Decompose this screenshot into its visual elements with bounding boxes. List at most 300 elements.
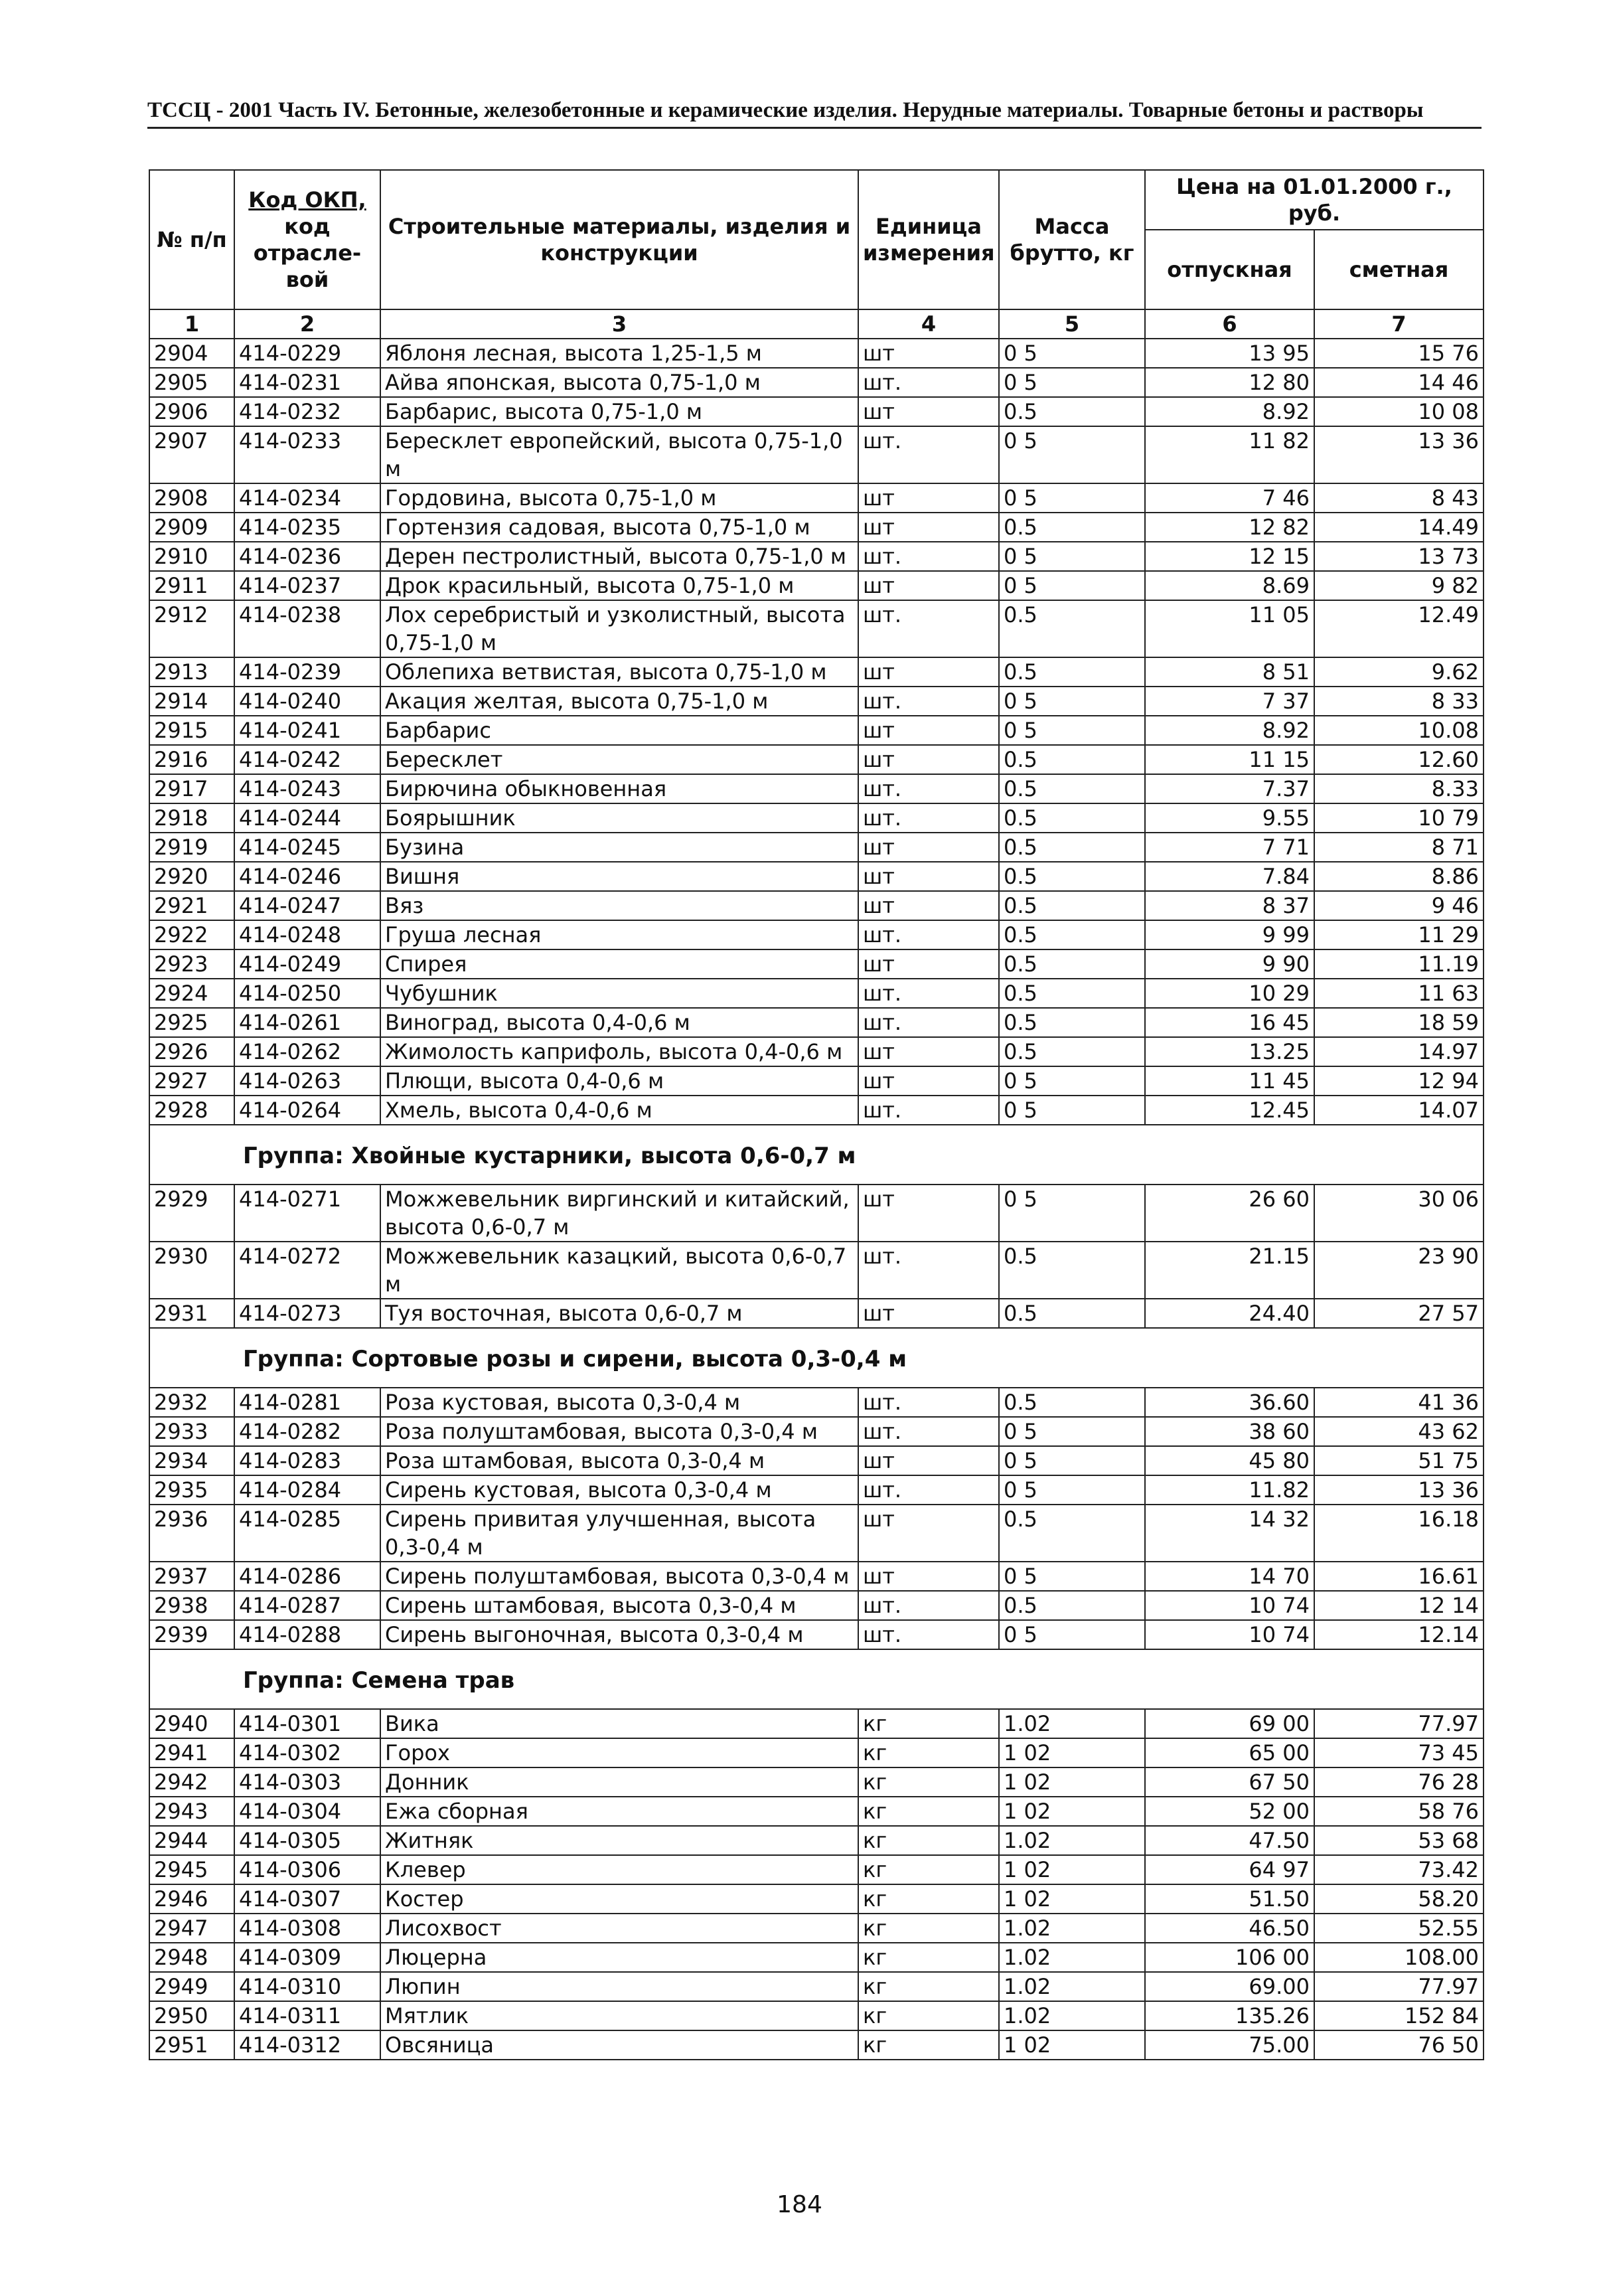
gross-mass: 0.5 bbox=[999, 1008, 1145, 1037]
release-price: 24.40 bbox=[1145, 1299, 1314, 1328]
okp-code: 414-0285 bbox=[234, 1505, 380, 1562]
unit: кг bbox=[858, 1914, 999, 1943]
material-name: Бузина bbox=[380, 833, 858, 862]
unit: шт. bbox=[858, 1242, 999, 1299]
release-price: 13.25 bbox=[1145, 1037, 1314, 1066]
table-row bbox=[149, 803, 1484, 833]
release-price: 11.82 bbox=[1145, 1475, 1314, 1505]
material-name: Роза штамбовая, высота 0,3-0,4 м bbox=[380, 1446, 858, 1475]
table-row bbox=[149, 397, 1484, 426]
material-name: Донник bbox=[380, 1767, 858, 1797]
table-row bbox=[149, 657, 1484, 687]
okp-code: 414-0242 bbox=[234, 745, 380, 774]
okp-code: 414-0281 bbox=[234, 1388, 380, 1417]
gross-mass: 0 5 bbox=[999, 368, 1145, 397]
gross-mass: 0.5 bbox=[999, 1242, 1145, 1299]
row-number: 2922 bbox=[149, 920, 234, 949]
estimate-price: 152 84 bbox=[1314, 2001, 1484, 2030]
okp-code: 414-0264 bbox=[234, 1096, 380, 1125]
estimate-price: 12.49 bbox=[1314, 600, 1484, 657]
material-name: Можжевельник виргинский и китайский, высота 0,6-0,7 м bbox=[380, 1185, 858, 1242]
table-row bbox=[149, 1185, 1484, 1242]
estimate-price: 16.61 bbox=[1314, 1562, 1484, 1591]
okp-code: 414-0232 bbox=[234, 397, 380, 426]
estimate-price: 77.97 bbox=[1314, 1709, 1484, 1738]
unit: шт bbox=[858, 1505, 999, 1562]
okp-code: 414-0233 bbox=[234, 426, 380, 483]
unit: шт bbox=[858, 1066, 999, 1096]
release-price: 46.50 bbox=[1145, 1914, 1314, 1943]
material-name: Туя восточная, высота 0,6-0,7 м bbox=[380, 1299, 858, 1328]
okp-code: 414-0231 bbox=[234, 368, 380, 397]
row-number: 2926 bbox=[149, 1037, 234, 1066]
table-row bbox=[149, 1884, 1484, 1914]
row-number: 2904 bbox=[149, 339, 234, 368]
unit: кг bbox=[858, 1709, 999, 1738]
release-price: 7.37 bbox=[1145, 774, 1314, 803]
estimate-price: 10.08 bbox=[1314, 716, 1484, 745]
table-row bbox=[149, 1855, 1484, 1884]
material-name: Боярышник bbox=[380, 803, 858, 833]
group-row bbox=[149, 1328, 1484, 1388]
table-row bbox=[149, 949, 1484, 979]
release-price: 65 00 bbox=[1145, 1738, 1314, 1767]
row-number: 2919 bbox=[149, 833, 234, 862]
table-row bbox=[149, 1299, 1484, 1328]
material-name: Овсяница bbox=[380, 2030, 858, 2060]
okp-code: 414-0283 bbox=[234, 1446, 380, 1475]
material-name: Сирень полуштамбовая, высота 0,3-0,4 м bbox=[380, 1562, 858, 1591]
row-number: 2929 bbox=[149, 1185, 234, 1242]
material-name: Айва японская, высота 0,75-1,0 м bbox=[380, 368, 858, 397]
row-number: 2913 bbox=[149, 657, 234, 687]
gross-mass: 0.5 bbox=[999, 774, 1145, 803]
gross-mass: 1 02 bbox=[999, 1767, 1145, 1797]
material-name: Люцерна bbox=[380, 1943, 858, 1972]
unit: шт bbox=[858, 716, 999, 745]
material-name: Житняк bbox=[380, 1826, 858, 1855]
table-row bbox=[149, 368, 1484, 397]
estimate-price: 11 63 bbox=[1314, 979, 1484, 1008]
material-name: Вишня bbox=[380, 862, 858, 891]
table-row bbox=[149, 571, 1484, 600]
gross-mass: 1.02 bbox=[999, 1914, 1145, 1943]
gross-mass: 0.5 bbox=[999, 1388, 1145, 1417]
unit: шт bbox=[858, 1185, 999, 1242]
unit: шт. bbox=[858, 368, 999, 397]
material-name: Можжевельник казацкий, высота 0,6-0,7 м bbox=[380, 1242, 858, 1299]
material-name: Груша лесная bbox=[380, 920, 858, 949]
table-row bbox=[149, 1797, 1484, 1826]
estimate-price: 8.33 bbox=[1314, 774, 1484, 803]
row-number: 2947 bbox=[149, 1914, 234, 1943]
okp-code: 414-0236 bbox=[234, 542, 380, 571]
okp-code: 414-0229 bbox=[234, 339, 380, 368]
estimate-price: 14.49 bbox=[1314, 513, 1484, 542]
estimate-price: 76 50 bbox=[1314, 2030, 1484, 2060]
gross-mass: 1.02 bbox=[999, 1972, 1145, 2001]
row-number: 2911 bbox=[149, 571, 234, 600]
col-header-mass: Масса брутто, кг bbox=[999, 170, 1145, 309]
estimate-price: 12 14 bbox=[1314, 1591, 1484, 1620]
material-name: Лисохвост bbox=[380, 1914, 858, 1943]
table-row bbox=[149, 833, 1484, 862]
col-header-code bbox=[234, 170, 380, 309]
gross-mass: 0 5 bbox=[999, 1066, 1145, 1096]
unit: кг bbox=[858, 1767, 999, 1797]
table-row bbox=[149, 1417, 1484, 1446]
table-row bbox=[149, 1943, 1484, 1972]
unit: шт bbox=[858, 397, 999, 426]
unit: шт. bbox=[858, 774, 999, 803]
gross-mass: 1.02 bbox=[999, 1709, 1145, 1738]
table-row bbox=[149, 1620, 1484, 1649]
row-number: 2906 bbox=[149, 397, 234, 426]
unit: шт. bbox=[858, 687, 999, 716]
col-header-name: Строительные материалы, изделия и конструкции bbox=[380, 170, 858, 309]
table-row bbox=[149, 1096, 1484, 1125]
gross-mass: 0.5 bbox=[999, 833, 1145, 862]
column-number: 6 bbox=[1145, 309, 1314, 339]
okp-code: 414-0308 bbox=[234, 1914, 380, 1943]
material-name: Сирень штамбовая, высота 0,3-0,4 м bbox=[380, 1591, 858, 1620]
material-name: Вяз bbox=[380, 891, 858, 920]
unit: шт. bbox=[858, 1388, 999, 1417]
gross-mass: 0 5 bbox=[999, 716, 1145, 745]
col-header-price: Цена на 01.01.2000 г., руб. bbox=[1145, 170, 1484, 230]
table-row bbox=[149, 1388, 1484, 1417]
release-price: 11 82 bbox=[1145, 426, 1314, 483]
material-name: Яблоня лесная, высота 1,25-1,5 м bbox=[380, 339, 858, 368]
okp-code: 414-0234 bbox=[234, 483, 380, 513]
row-number: 2944 bbox=[149, 1826, 234, 1855]
table-row bbox=[149, 1505, 1484, 1562]
material-name: Сирень привитая улучшенная, высота 0,3-0,4 м bbox=[380, 1505, 858, 1562]
estimate-price: 8 33 bbox=[1314, 687, 1484, 716]
gross-mass: 0.5 bbox=[999, 1037, 1145, 1066]
unit: шт bbox=[858, 513, 999, 542]
row-number: 2938 bbox=[149, 1591, 234, 1620]
okp-code: 414-0306 bbox=[234, 1855, 380, 1884]
release-price: 7 71 bbox=[1145, 833, 1314, 862]
release-price: 16 45 bbox=[1145, 1008, 1314, 1037]
gross-mass: 0 5 bbox=[999, 1475, 1145, 1505]
material-name: Роза полуштамбовая, высота 0,3-0,4 м bbox=[380, 1417, 858, 1446]
estimate-price: 12 94 bbox=[1314, 1066, 1484, 1096]
release-price: 11 45 bbox=[1145, 1066, 1314, 1096]
estimate-price: 13 36 bbox=[1314, 426, 1484, 483]
table-row bbox=[149, 339, 1484, 368]
unit: шт. bbox=[858, 803, 999, 833]
row-number: 2943 bbox=[149, 1797, 234, 1826]
okp-code: 414-0249 bbox=[234, 949, 380, 979]
okp-code: 414-0241 bbox=[234, 716, 380, 745]
estimate-price: 30 06 bbox=[1314, 1185, 1484, 1242]
release-price: 8 37 bbox=[1145, 891, 1314, 920]
release-price: 64 97 bbox=[1145, 1855, 1314, 1884]
unit: шт bbox=[858, 891, 999, 920]
group-row bbox=[149, 1125, 1484, 1185]
release-price: 38 60 bbox=[1145, 1417, 1314, 1446]
estimate-price: 18 59 bbox=[1314, 1008, 1484, 1037]
table-body bbox=[149, 339, 1484, 2060]
table-row bbox=[149, 862, 1484, 891]
gross-mass: 0 5 bbox=[999, 687, 1145, 716]
release-price: 7 37 bbox=[1145, 687, 1314, 716]
okp-code: 414-0238 bbox=[234, 600, 380, 657]
gross-mass: 0.5 bbox=[999, 600, 1145, 657]
okp-code: 414-0272 bbox=[234, 1242, 380, 1299]
material-name: Роза кустовая, высота 0,3-0,4 м bbox=[380, 1388, 858, 1417]
release-price: 67 50 bbox=[1145, 1767, 1314, 1797]
release-price: 7 46 bbox=[1145, 483, 1314, 513]
col-header-code-okp: Код ОКП, bbox=[248, 187, 366, 212]
row-number: 2908 bbox=[149, 483, 234, 513]
unit: шт bbox=[858, 571, 999, 600]
release-price: 12 80 bbox=[1145, 368, 1314, 397]
gross-mass: 0 5 bbox=[999, 483, 1145, 513]
unit: шт bbox=[858, 949, 999, 979]
table-row bbox=[149, 426, 1484, 483]
gross-mass: 1 02 bbox=[999, 1738, 1145, 1767]
row-number: 2920 bbox=[149, 862, 234, 891]
table-row bbox=[149, 1037, 1484, 1066]
table-row bbox=[149, 687, 1484, 716]
estimate-price: 12.14 bbox=[1314, 1620, 1484, 1649]
row-number: 2941 bbox=[149, 1738, 234, 1767]
okp-code: 414-0247 bbox=[234, 891, 380, 920]
table-row bbox=[149, 542, 1484, 571]
estimate-price: 8 43 bbox=[1314, 483, 1484, 513]
estimate-price: 23 90 bbox=[1314, 1242, 1484, 1299]
material-name: Лох серебристый и узколистный, высота 0,75-1,0 м bbox=[380, 600, 858, 657]
table-row bbox=[149, 1008, 1484, 1037]
gross-mass: 0.5 bbox=[999, 513, 1145, 542]
estimate-price: 10 08 bbox=[1314, 397, 1484, 426]
table-row bbox=[149, 1914, 1484, 1943]
gross-mass: 1 02 bbox=[999, 2030, 1145, 2060]
gross-mass: 0 5 bbox=[999, 542, 1145, 571]
price-table bbox=[149, 169, 1484, 2060]
gross-mass: 0.5 bbox=[999, 920, 1145, 949]
gross-mass: 0.5 bbox=[999, 745, 1145, 774]
table-row bbox=[149, 716, 1484, 745]
estimate-price: 13 36 bbox=[1314, 1475, 1484, 1505]
okp-code: 414-0304 bbox=[234, 1797, 380, 1826]
row-number: 2946 bbox=[149, 1884, 234, 1914]
release-price: 8 51 bbox=[1145, 657, 1314, 687]
row-number: 2945 bbox=[149, 1855, 234, 1884]
estimate-price: 58.20 bbox=[1314, 1884, 1484, 1914]
release-price: 52 00 bbox=[1145, 1797, 1314, 1826]
okp-code: 414-0239 bbox=[234, 657, 380, 687]
row-number: 2924 bbox=[149, 979, 234, 1008]
okp-code: 414-0310 bbox=[234, 1972, 380, 2001]
row-number: 2931 bbox=[149, 1299, 234, 1328]
gross-mass: 0 5 bbox=[999, 1562, 1145, 1591]
unit: шт bbox=[858, 483, 999, 513]
gross-mass: 0.5 bbox=[999, 862, 1145, 891]
col-header-price-estimate: сметная bbox=[1314, 230, 1484, 309]
column-number: 1 bbox=[149, 309, 234, 339]
row-number: 2917 bbox=[149, 774, 234, 803]
row-number: 2950 bbox=[149, 2001, 234, 2030]
material-name: Виноград, высота 0,4-0,6 м bbox=[380, 1008, 858, 1037]
row-number: 2949 bbox=[149, 1972, 234, 2001]
estimate-price: 16.18 bbox=[1314, 1505, 1484, 1562]
material-name: Ежа сборная bbox=[380, 1797, 858, 1826]
table-row bbox=[149, 513, 1484, 542]
row-number: 2918 bbox=[149, 803, 234, 833]
group-title: Группа: Семена трав bbox=[149, 1649, 1484, 1709]
table-row bbox=[149, 483, 1484, 513]
column-number-row bbox=[149, 309, 1484, 339]
col-header-num: № п/п bbox=[149, 170, 234, 309]
material-name: Спирея bbox=[380, 949, 858, 979]
gross-mass: 0.5 bbox=[999, 949, 1145, 979]
release-price: 7.84 bbox=[1145, 862, 1314, 891]
row-number: 2925 bbox=[149, 1008, 234, 1037]
estimate-price: 8.86 bbox=[1314, 862, 1484, 891]
table-row bbox=[149, 1475, 1484, 1505]
unit: шт. bbox=[858, 979, 999, 1008]
okp-code: 414-0286 bbox=[234, 1562, 380, 1591]
row-number: 2905 bbox=[149, 368, 234, 397]
gross-mass: 0 5 bbox=[999, 426, 1145, 483]
col-header-unit: Единица измерения bbox=[858, 170, 999, 309]
unit: шт. bbox=[858, 1620, 999, 1649]
row-number: 2907 bbox=[149, 426, 234, 483]
unit: кг bbox=[858, 2030, 999, 2060]
group-title: Группа: Хвойные кустарники, высота 0,6-0,7 м bbox=[149, 1125, 1484, 1185]
table-row bbox=[149, 1242, 1484, 1299]
row-number: 2932 bbox=[149, 1388, 234, 1417]
table-row bbox=[149, 1972, 1484, 2001]
gross-mass: 0.5 bbox=[999, 1591, 1145, 1620]
release-price: 13 95 bbox=[1145, 339, 1314, 368]
release-price: 26 60 bbox=[1145, 1185, 1314, 1242]
material-name: Вика bbox=[380, 1709, 858, 1738]
material-name: Люпин bbox=[380, 1972, 858, 2001]
release-price: 8.92 bbox=[1145, 397, 1314, 426]
material-name: Барбарис, высота 0,75-1,0 м bbox=[380, 397, 858, 426]
row-number: 2921 bbox=[149, 891, 234, 920]
estimate-price: 58 76 bbox=[1314, 1797, 1484, 1826]
okp-code: 414-0312 bbox=[234, 2030, 380, 2060]
gross-mass: 0 5 bbox=[999, 1446, 1145, 1475]
release-price: 14 70 bbox=[1145, 1562, 1314, 1591]
unit: шт. bbox=[858, 426, 999, 483]
unit: шт bbox=[858, 862, 999, 891]
release-price: 12.45 bbox=[1145, 1096, 1314, 1125]
estimate-price: 43 62 bbox=[1314, 1417, 1484, 1446]
okp-code: 414-0262 bbox=[234, 1037, 380, 1066]
estimate-price: 76 28 bbox=[1314, 1767, 1484, 1797]
column-number: 3 bbox=[380, 309, 858, 339]
material-name: Облепиха ветвистая, высота 0,75-1,0 м bbox=[380, 657, 858, 687]
table-row bbox=[149, 600, 1484, 657]
row-number: 2951 bbox=[149, 2030, 234, 2060]
unit: шт. bbox=[858, 1417, 999, 1446]
row-number: 2923 bbox=[149, 949, 234, 979]
unit: шт bbox=[858, 657, 999, 687]
okp-code: 414-0245 bbox=[234, 833, 380, 862]
okp-code: 414-0302 bbox=[234, 1738, 380, 1767]
row-number: 2910 bbox=[149, 542, 234, 571]
gross-mass: 0 5 bbox=[999, 339, 1145, 368]
material-name: Горох bbox=[380, 1738, 858, 1767]
okp-code: 414-0309 bbox=[234, 1943, 380, 1972]
okp-code: 414-0263 bbox=[234, 1066, 380, 1096]
estimate-price: 14 46 bbox=[1314, 368, 1484, 397]
okp-code: 414-0303 bbox=[234, 1767, 380, 1797]
release-price: 47.50 bbox=[1145, 1826, 1314, 1855]
row-number: 2914 bbox=[149, 687, 234, 716]
estimate-price: 15 76 bbox=[1314, 339, 1484, 368]
gross-mass: 0.5 bbox=[999, 1299, 1145, 1328]
estimate-price: 10 79 bbox=[1314, 803, 1484, 833]
release-price: 135.26 bbox=[1145, 2001, 1314, 2030]
okp-code: 414-0237 bbox=[234, 571, 380, 600]
unit: шт bbox=[858, 1037, 999, 1066]
okp-code: 414-0235 bbox=[234, 513, 380, 542]
table-row bbox=[149, 1826, 1484, 1855]
unit: шт bbox=[858, 833, 999, 862]
gross-mass: 0 5 bbox=[999, 1417, 1145, 1446]
row-number: 2927 bbox=[149, 1066, 234, 1096]
row-number: 2939 bbox=[149, 1620, 234, 1649]
okp-code: 414-0282 bbox=[234, 1417, 380, 1446]
release-price: 75.00 bbox=[1145, 2030, 1314, 2060]
gross-mass: 1.02 bbox=[999, 2001, 1145, 2030]
gross-mass: 0 5 bbox=[999, 1620, 1145, 1649]
okp-code: 414-0271 bbox=[234, 1185, 380, 1242]
unit: шт. bbox=[858, 1475, 999, 1505]
row-number: 2936 bbox=[149, 1505, 234, 1562]
table-row bbox=[149, 1446, 1484, 1475]
estimate-price: 73.42 bbox=[1314, 1855, 1484, 1884]
table-row bbox=[149, 1591, 1484, 1620]
unit: шт. bbox=[858, 1096, 999, 1125]
unit: шт. bbox=[858, 1008, 999, 1037]
release-price: 11 05 bbox=[1145, 600, 1314, 657]
estimate-price: 13 73 bbox=[1314, 542, 1484, 571]
okp-code: 414-0307 bbox=[234, 1884, 380, 1914]
gross-mass: 0.5 bbox=[999, 397, 1145, 426]
material-name: Дерен пестролистный, высота 0,75-1,0 м bbox=[380, 542, 858, 571]
material-name: Гордовина, высота 0,75-1,0 м bbox=[380, 483, 858, 513]
page-header: ТССЦ - 2001 Часть IV. Бетонные, железобетонные и керамические изделия. Нерудные материалы. Товарные бетоны и растворы bbox=[147, 98, 1482, 129]
estimate-price: 9.62 bbox=[1314, 657, 1484, 687]
table-row bbox=[149, 979, 1484, 1008]
estimate-price: 11.19 bbox=[1314, 949, 1484, 979]
okp-code: 414-0261 bbox=[234, 1008, 380, 1037]
material-name: Сирень кустовая, высота 0,3-0,4 м bbox=[380, 1475, 858, 1505]
material-name: Бирючина обыкновенная bbox=[380, 774, 858, 803]
okp-code: 414-0244 bbox=[234, 803, 380, 833]
row-number: 2940 bbox=[149, 1709, 234, 1738]
column-number: 4 bbox=[858, 309, 999, 339]
release-price: 51.50 bbox=[1145, 1884, 1314, 1914]
gross-mass: 0.5 bbox=[999, 891, 1145, 920]
unit: кг bbox=[858, 1855, 999, 1884]
release-price: 8.92 bbox=[1145, 716, 1314, 745]
gross-mass: 1 02 bbox=[999, 1797, 1145, 1826]
release-price: 14 32 bbox=[1145, 1505, 1314, 1562]
col-header-code-branch: код отрасле-вой bbox=[253, 214, 362, 292]
table-row bbox=[149, 1709, 1484, 1738]
table-row bbox=[149, 1562, 1484, 1591]
